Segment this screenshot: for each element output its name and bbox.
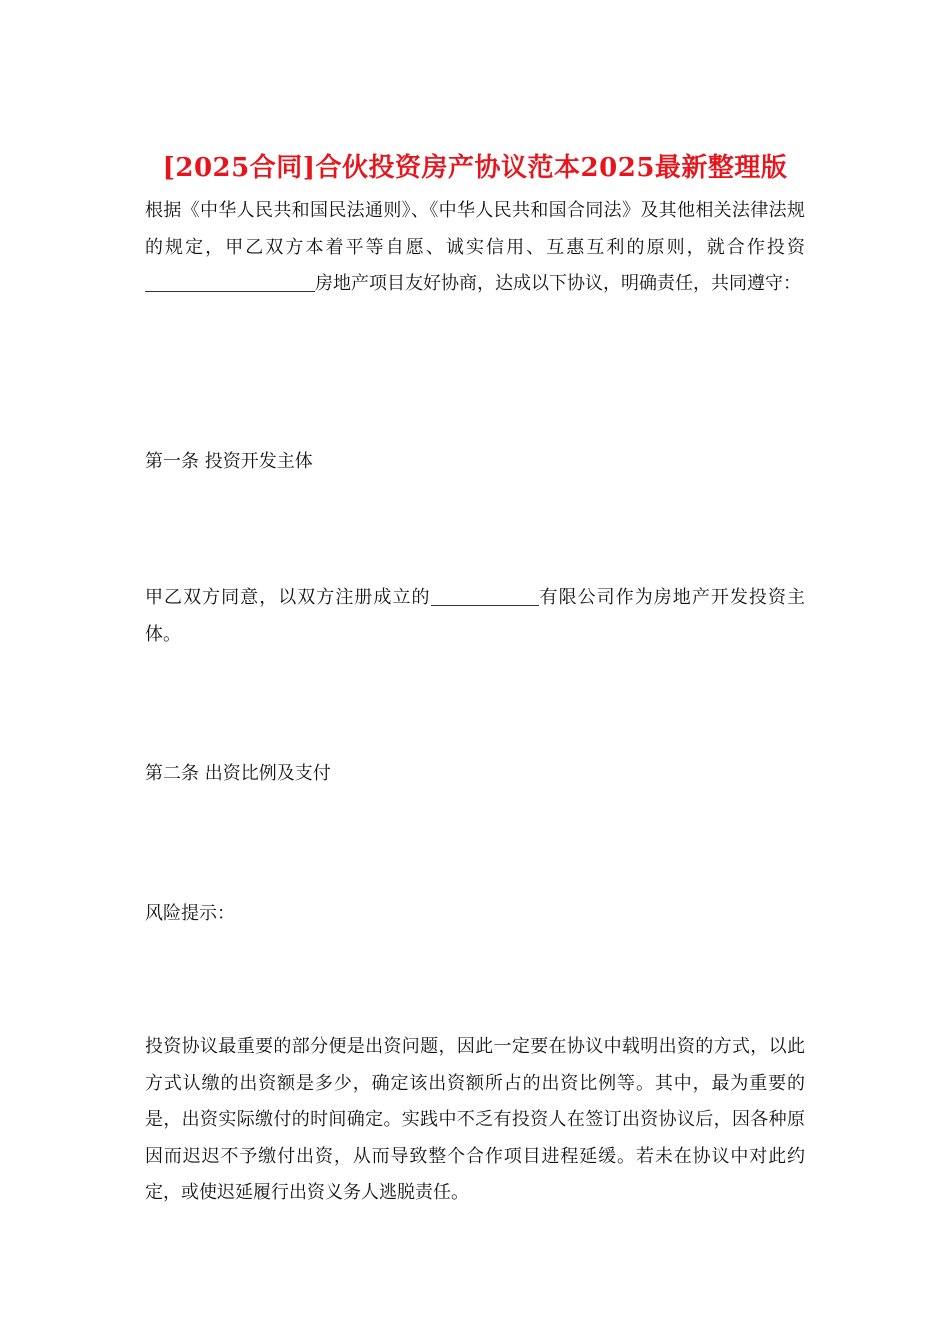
risk-heading: 风险提示： — [145, 903, 235, 924]
intro-text-part2: 房地产项目友好协商，达成以下协议，明确责任，共同遵守： — [315, 273, 801, 294]
article1-paragraph — [145, 580, 805, 653]
company-name-blank — [431, 585, 539, 606]
intro-paragraph — [145, 193, 805, 303]
article2-heading: 第二条 出资比例及支付 — [145, 763, 331, 784]
article1-heading: 第一条 投资开发主体 — [145, 451, 313, 472]
document-title: [2025合同]合伙投资房产协议范本2025最新整理版 — [162, 153, 788, 183]
risk-paragraph: 投资协议最重要的部分便是出资问题，因此一定要在协议中载明出资的方式，以此方式认缴的出资额是多少，确定该出资额所占的出资比例等。其中，最为重要的是，出资实际缴付的时间确定。实践中不乏有投资人在签订出资协议后，因各种原因而迟迟不予缴付出资，从而导致整个合作项目进程延缓。若未在协议中对此约定，或使迟延履行出资义务人逃脱责任。 — [145, 1036, 805, 1203]
intro-text-part1: 根据《中华人民共和国民法通则》、《中华人民共和国合同法》及其他相关法律法规的规定，甲乙双方本着平等自愿、诚实信用、互惠互利的原则，就合作投资 — [145, 200, 805, 258]
project-name-blank — [145, 271, 315, 292]
article1-text-part2: 有限公司作为房地产开发投资主体。 — [145, 587, 805, 645]
article1-text-part1: 甲乙双方同意，以双方注册成立的 — [145, 587, 431, 608]
